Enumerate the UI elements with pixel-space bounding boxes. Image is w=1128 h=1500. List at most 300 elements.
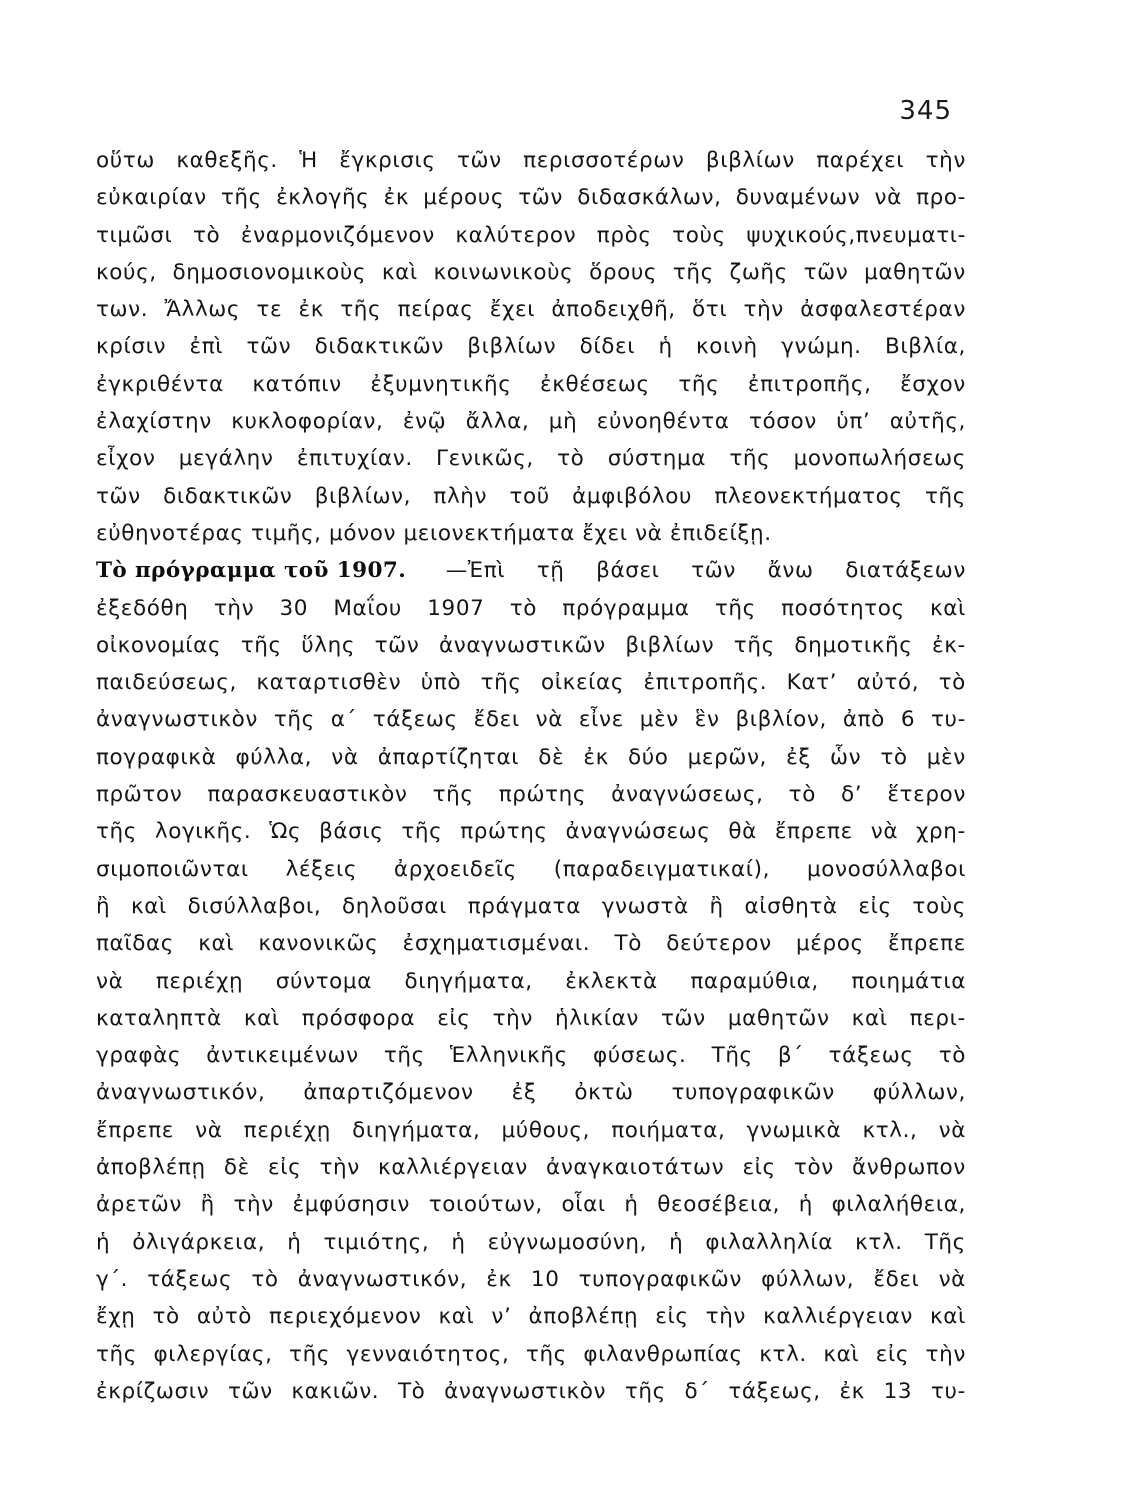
word: τυ- (930, 1378, 966, 1404)
word: δίδει (579, 334, 636, 360)
word: αἰσθητὰ (744, 893, 838, 919)
word: καὶ (198, 931, 235, 957)
word: τοὺς (672, 222, 726, 248)
word: τὴν (743, 297, 784, 323)
word: ἀναγνωστικῶν (438, 632, 606, 658)
word: λογικῆς. (154, 819, 252, 845)
word: ἐκ (839, 1378, 865, 1404)
word: κτλ. (855, 1229, 903, 1255)
text-line (96, 1000, 966, 1037)
word: ἐπιτροπῆς. (643, 670, 768, 696)
word: ἀναγνώσεως, (611, 782, 764, 808)
heading-group (96, 552, 414, 589)
word: ἔχει (489, 297, 536, 323)
word: ἔχῃ (96, 1304, 136, 1330)
text-line (96, 851, 966, 888)
word: τῆς (96, 819, 137, 845)
word: παραμύθια, (690, 968, 819, 994)
word: καθεξῆς. (176, 148, 278, 173)
word: παρέχει (816, 148, 905, 173)
paragraph-one (96, 142, 966, 552)
word: κοινὴ (696, 334, 758, 360)
text-line (96, 142, 966, 179)
word: καὶ (930, 595, 966, 621)
word: ἐκ- (932, 632, 966, 658)
word: βάσει (596, 558, 660, 584)
text-line (96, 813, 966, 850)
word: εἶνε (578, 707, 624, 733)
word: πρόσφορα (301, 1005, 416, 1031)
word: καὶ (823, 1341, 860, 1367)
word: πράγματα (467, 893, 581, 919)
word: μὲν (926, 744, 966, 770)
word: ἢ (709, 893, 724, 919)
word: νὰ (874, 185, 902, 211)
text-line (96, 217, 966, 254)
word: κοινωνικοὺς (433, 259, 574, 285)
word: ἐπὶ (189, 334, 224, 360)
word: ποσότητος (781, 595, 905, 621)
word: μαθητῶν (864, 259, 966, 285)
word: παιδεύσεως, (96, 670, 237, 696)
word: γ΄. (96, 1266, 129, 1292)
word: μὴ (548, 409, 578, 435)
word: φιλεργίας, (153, 1341, 273, 1367)
word: ἔσχον (900, 371, 966, 397)
word: τῆς (340, 297, 382, 323)
word: ἄνθρωπον (852, 1155, 966, 1181)
word: ἐκλογῆς (276, 185, 370, 211)
word: ἐλαχίστην (96, 409, 212, 435)
word: τῇ (536, 558, 565, 584)
word: καὶ (929, 1304, 966, 1330)
word: εἰς (268, 1155, 302, 1181)
word: ἀρετῶν (96, 1192, 182, 1218)
word: ἡ (451, 1229, 466, 1255)
word: τῆς (96, 1341, 137, 1367)
word: ἡ (96, 1229, 111, 1255)
word: εἰς (858, 893, 892, 919)
word: ἀπαρτιζόμενον (303, 1080, 474, 1106)
word: ἐσχηματισμέναι. (402, 931, 591, 957)
text-line (96, 888, 966, 925)
word: κακιῶν. (291, 1378, 380, 1404)
word: μερῶν, (687, 744, 767, 770)
word: εἰς (742, 1155, 776, 1181)
text-line (96, 440, 966, 477)
word: οἷαι (561, 1192, 606, 1218)
word: νὰ (535, 707, 563, 733)
word: α΄ (330, 707, 357, 733)
text-line (96, 1373, 966, 1410)
word: τάξεως, (728, 1378, 821, 1404)
word: ἐκ (383, 185, 410, 211)
text-line (96, 963, 966, 1000)
word: τῶν (246, 334, 292, 360)
word: ἀποδειχθῆ, (551, 297, 676, 323)
word: γενναιότητος, (346, 1341, 510, 1367)
word: κτλ. (759, 1341, 807, 1367)
word: τῆς (240, 632, 282, 658)
word: τὴν (233, 1192, 274, 1218)
word: ἐπιτυχίαν. (296, 446, 413, 472)
word: κούς, (96, 259, 157, 285)
word: δηλοῦσαι (342, 893, 447, 919)
word: μονοσύλλαβοι (806, 856, 966, 882)
word: νὰ (938, 1266, 966, 1292)
word: φύλλων, (872, 1080, 966, 1106)
word: περιεχόμενον (269, 1304, 422, 1330)
word: φύσεως. (592, 1043, 687, 1069)
word: τοῦ (509, 483, 550, 509)
word: τὸ (788, 782, 816, 808)
text-line (96, 776, 966, 813)
word: τε (256, 297, 283, 323)
word: οὕτω (96, 148, 155, 173)
word: ἀναγνωστικόν, (96, 1080, 266, 1106)
word: ζωῆς (729, 259, 788, 285)
word: ἐκ (298, 297, 324, 323)
word: ἢ (96, 893, 111, 919)
word: ψυχικούς,πνευματι- (746, 222, 966, 248)
word: Κατ’ (786, 670, 838, 696)
word: ἔδει (873, 1266, 920, 1292)
word: φιλανθρωπίας (583, 1341, 743, 1367)
word: τῶν (661, 1005, 706, 1031)
word: ποιημάτια (851, 968, 966, 994)
word: καταρτισθὲν (256, 670, 402, 696)
word: τὸ (193, 222, 221, 248)
word: εὐγνωμοσύνη, (487, 1229, 648, 1255)
text-line (96, 590, 966, 627)
word: Ἑλληνικῆς (449, 1043, 568, 1069)
word: γραφὰς (96, 1043, 182, 1069)
word: βάσις (319, 819, 384, 845)
line-text: εὐθηνοτέρας τιμῆς, μόνον μειονεκτήματα ἔχει νὰ ἐπιδείξῃ. (96, 520, 772, 546)
word: τυ- (931, 707, 966, 733)
word: ἀντικειμένων (206, 1043, 359, 1069)
word: καὶ (851, 1005, 888, 1031)
text-line (96, 1224, 966, 1261)
word: Ἄλλως (164, 297, 241, 323)
word: τὴν (319, 1155, 360, 1181)
word: τὴν (705, 1304, 747, 1330)
word: 6 (900, 707, 916, 733)
word: ἐκθέσεως (540, 371, 650, 397)
word: εὐκαιρίαν (96, 185, 207, 211)
word: τυπογραφικῶν (578, 1266, 742, 1292)
word: ποιήματα, (611, 1117, 726, 1143)
word: τῶν (518, 185, 563, 211)
text-line (96, 366, 966, 403)
word: νὰ (195, 1117, 223, 1143)
word: γνώμη. (781, 334, 862, 360)
word: τὴν (492, 1005, 533, 1031)
word: παῖδας (96, 931, 174, 957)
word: τῆς (624, 1378, 666, 1404)
word: βιβλίων (625, 632, 715, 658)
word: ἄλλα, (465, 409, 530, 435)
paragraph-heading-line (96, 552, 966, 589)
text-line (96, 664, 966, 701)
word: γνωστὰ (601, 893, 689, 919)
word: ἀποβλέπῃ (96, 1155, 206, 1181)
section-heading: Τὸ πρόγραμμα τοῦ 1907. (96, 558, 407, 584)
word: τάξεως (372, 707, 458, 733)
word: εἰς (875, 1341, 910, 1367)
word: λέξεις (285, 856, 358, 882)
word: τῆς (401, 819, 443, 845)
word: ἀμφιβόλου (572, 483, 693, 509)
word: Τῆς (924, 1229, 966, 1255)
word: διδακτικῶν (314, 334, 444, 360)
word: ὅρους (589, 259, 658, 285)
word: δὲ (223, 1155, 250, 1181)
word: διηγήματα, (352, 1117, 481, 1143)
word: κρίσιν (96, 334, 167, 360)
word: ἡ (798, 1192, 813, 1218)
word: βιβλίων, (314, 483, 412, 509)
word: Τὸ (614, 931, 643, 957)
word: β΄ (777, 1043, 804, 1069)
word: θεοσέβεια, (657, 1192, 781, 1218)
text-line (96, 179, 966, 216)
word: ἐπιτροπῆς, (747, 371, 872, 397)
word: δύο (627, 744, 669, 770)
word: ἐξυμνητικῆς (370, 371, 512, 397)
word: ἡ (669, 1229, 684, 1255)
word: πρώτης (498, 782, 587, 808)
word: τῶν (456, 148, 502, 173)
word: ἡλικίαν (555, 1005, 639, 1031)
word: τῆς (733, 632, 775, 658)
text-line (96, 1261, 966, 1298)
word: πλὴν (433, 483, 488, 509)
word: φύλλων, (761, 1266, 855, 1292)
word: τοὺς (912, 893, 966, 919)
word: τοιούτων, (428, 1192, 543, 1218)
word: φύλλα, (235, 744, 313, 770)
word: περισσοτέρων (523, 148, 685, 173)
word: βιβλίων (705, 148, 795, 173)
word: ἀναγνωστικὸν (444, 1378, 607, 1404)
word: κυκλοφορίαν, (231, 409, 384, 435)
word: μονοπωλήσεως (793, 446, 966, 472)
text-line (96, 478, 966, 515)
word: ἡ (624, 1192, 639, 1218)
word: τῆς (525, 1341, 567, 1367)
word: ἄνω (767, 558, 814, 584)
word: ἀρχοειδεῖς (393, 856, 517, 882)
word: ἀπαρτίζηται (377, 744, 520, 770)
paragraph-two (96, 552, 966, 1410)
word: ἐκ (486, 1266, 512, 1292)
word: πείρας (397, 297, 474, 323)
word: φιλαλήθεια, (831, 1192, 966, 1218)
text-line (96, 739, 966, 776)
word: νὰ (870, 819, 899, 845)
word: ἀπὸ (842, 707, 885, 733)
word: τὴν (213, 595, 255, 621)
word: τόσον (748, 409, 817, 435)
word: Ἡ (299, 148, 318, 173)
word: τῆς (729, 446, 771, 472)
word: τάξεως (828, 1043, 914, 1069)
word: εὐνοηθέντα (596, 409, 730, 435)
word: τῆς (383, 1043, 425, 1069)
word: καλλιέργειαν (763, 1304, 913, 1330)
word: παρασκευαστικὸν (207, 782, 408, 808)
word: τῆς (714, 595, 756, 621)
word: τῆς (432, 782, 474, 808)
word: μέρους (423, 185, 505, 211)
word: προ- (916, 185, 966, 211)
word: καλλιέργειαν (378, 1155, 528, 1181)
word: τὸ (880, 744, 908, 770)
word: διδακτικῶν (163, 483, 293, 509)
word: δὲ (538, 744, 565, 770)
word: περι- (909, 1005, 966, 1031)
text-line (96, 925, 966, 962)
word: τυπογραφικῶν (671, 1080, 835, 1106)
word: αὐτῆς, (889, 409, 966, 435)
page-number: 345 (899, 96, 952, 126)
word: τάξεως (147, 1266, 233, 1292)
word: οἰκείας (541, 670, 625, 696)
word: πλεονεκτήματος (714, 483, 903, 509)
word: ἐνῷ (402, 409, 447, 435)
word: ἀναγνωστικὸν (96, 707, 258, 733)
word: τὸ (938, 1043, 966, 1069)
word: εἰς (655, 1304, 689, 1330)
word: δισύλλαβοι, (187, 893, 322, 919)
word: δεύτερον (666, 931, 772, 957)
text-line (96, 291, 966, 328)
word: κανονικῶς (258, 931, 379, 957)
word: τῆς (672, 259, 714, 285)
word: ν’ (491, 1304, 512, 1330)
word: τὸ (251, 1266, 279, 1292)
word: ὕλης (301, 632, 356, 658)
word: θὰ (728, 819, 757, 845)
word: τῶν (691, 558, 736, 584)
word: δημοσιονομικοὺς (172, 259, 367, 285)
word: τῶν (374, 632, 420, 658)
text-line (96, 403, 966, 440)
word: ἡ (658, 334, 673, 360)
text-line (96, 627, 966, 664)
word: ἀναγνώσεως (565, 819, 711, 845)
word: πογραφικὰ (96, 744, 217, 770)
text-line (96, 701, 966, 738)
word: μύθους, (501, 1117, 591, 1143)
text-line (96, 515, 966, 552)
word: 1907 (427, 595, 485, 621)
word: Ὡς (269, 819, 302, 845)
word: τῶν (96, 483, 141, 509)
word: ἐξ (786, 744, 811, 770)
word: πρώτης (460, 819, 548, 845)
word: καὶ (243, 1005, 280, 1031)
word: περιέχῃ (155, 968, 244, 994)
word: ἀναγκαιοτάτων (546, 1155, 725, 1181)
word: τῆς (273, 707, 315, 733)
word: Γενικῶς, (436, 446, 534, 472)
word: δυναμένων (735, 185, 861, 211)
text-line (96, 1336, 966, 1373)
word: γνωμικὰ (746, 1117, 842, 1143)
word: τῆς (678, 371, 720, 397)
word: δ’ (841, 782, 863, 808)
text-line (96, 1149, 966, 1186)
word: πρὸς (596, 222, 652, 248)
word: 13 (883, 1378, 913, 1404)
word: σύστημα (607, 446, 707, 472)
word: πρόγραμμα (562, 595, 690, 621)
word: ἡ (287, 1229, 302, 1255)
word: ἓν (694, 707, 720, 733)
word: ἀποβλέπῃ (528, 1304, 639, 1330)
word: ἐκλεκτὰ (565, 968, 658, 994)
word: ὑπ’ (836, 409, 871, 435)
word: αὐτὸ (196, 1304, 252, 1330)
word: 10 (530, 1266, 560, 1292)
word: βιβλίον, (735, 707, 827, 733)
word: ὀλιγάρκεια, (132, 1229, 266, 1255)
word: Τῆς (711, 1043, 753, 1069)
text-line (96, 1112, 966, 1149)
word: ἐξ (511, 1080, 537, 1106)
text-line (96, 1074, 966, 1111)
word: τὸ (557, 446, 585, 472)
word: ἀναγνωστικόν, (297, 1266, 468, 1292)
word: μὲν (639, 707, 679, 733)
word: ἔπρεπε (887, 931, 966, 957)
word: ἔγκρισις (339, 148, 436, 173)
word: αὐτό, (856, 670, 920, 696)
word: ἐναρμονιζόμενον (240, 222, 435, 248)
word: 30 (279, 595, 309, 621)
word: τῶν (227, 1378, 273, 1404)
word: κατόπιν (252, 371, 342, 397)
word: ἀσφαλεστέραν (800, 297, 966, 323)
word: τῆς (289, 1341, 331, 1367)
word: διηγήματα, (404, 968, 533, 994)
word: τιμιότης, (323, 1229, 430, 1255)
word: ἐξεδόθη (96, 595, 189, 621)
word: δημοτικῆς (794, 632, 913, 658)
word: ἕτερον (887, 782, 966, 808)
text-line (96, 328, 966, 365)
word: τὸ (509, 595, 537, 621)
word: Βιβλία, (884, 334, 966, 360)
word: ἐγκριθέντα (96, 371, 224, 397)
word: σιμοποιῶνται (96, 856, 249, 882)
text-line (96, 1037, 966, 1074)
word: τῆς (220, 185, 262, 211)
word: καὶ (381, 259, 418, 285)
word: καὶ (438, 1304, 475, 1330)
word: τῆς (480, 670, 522, 696)
word: ὅτι (692, 297, 728, 323)
word: καλύτερον (455, 222, 577, 248)
word: κτλ., (862, 1117, 918, 1143)
word: τὸ (152, 1304, 180, 1330)
word: ἔπρεπε (774, 819, 853, 845)
word: διδασκάλων, (577, 185, 722, 211)
word: τὸ (938, 670, 966, 696)
text-line (96, 1186, 966, 1223)
